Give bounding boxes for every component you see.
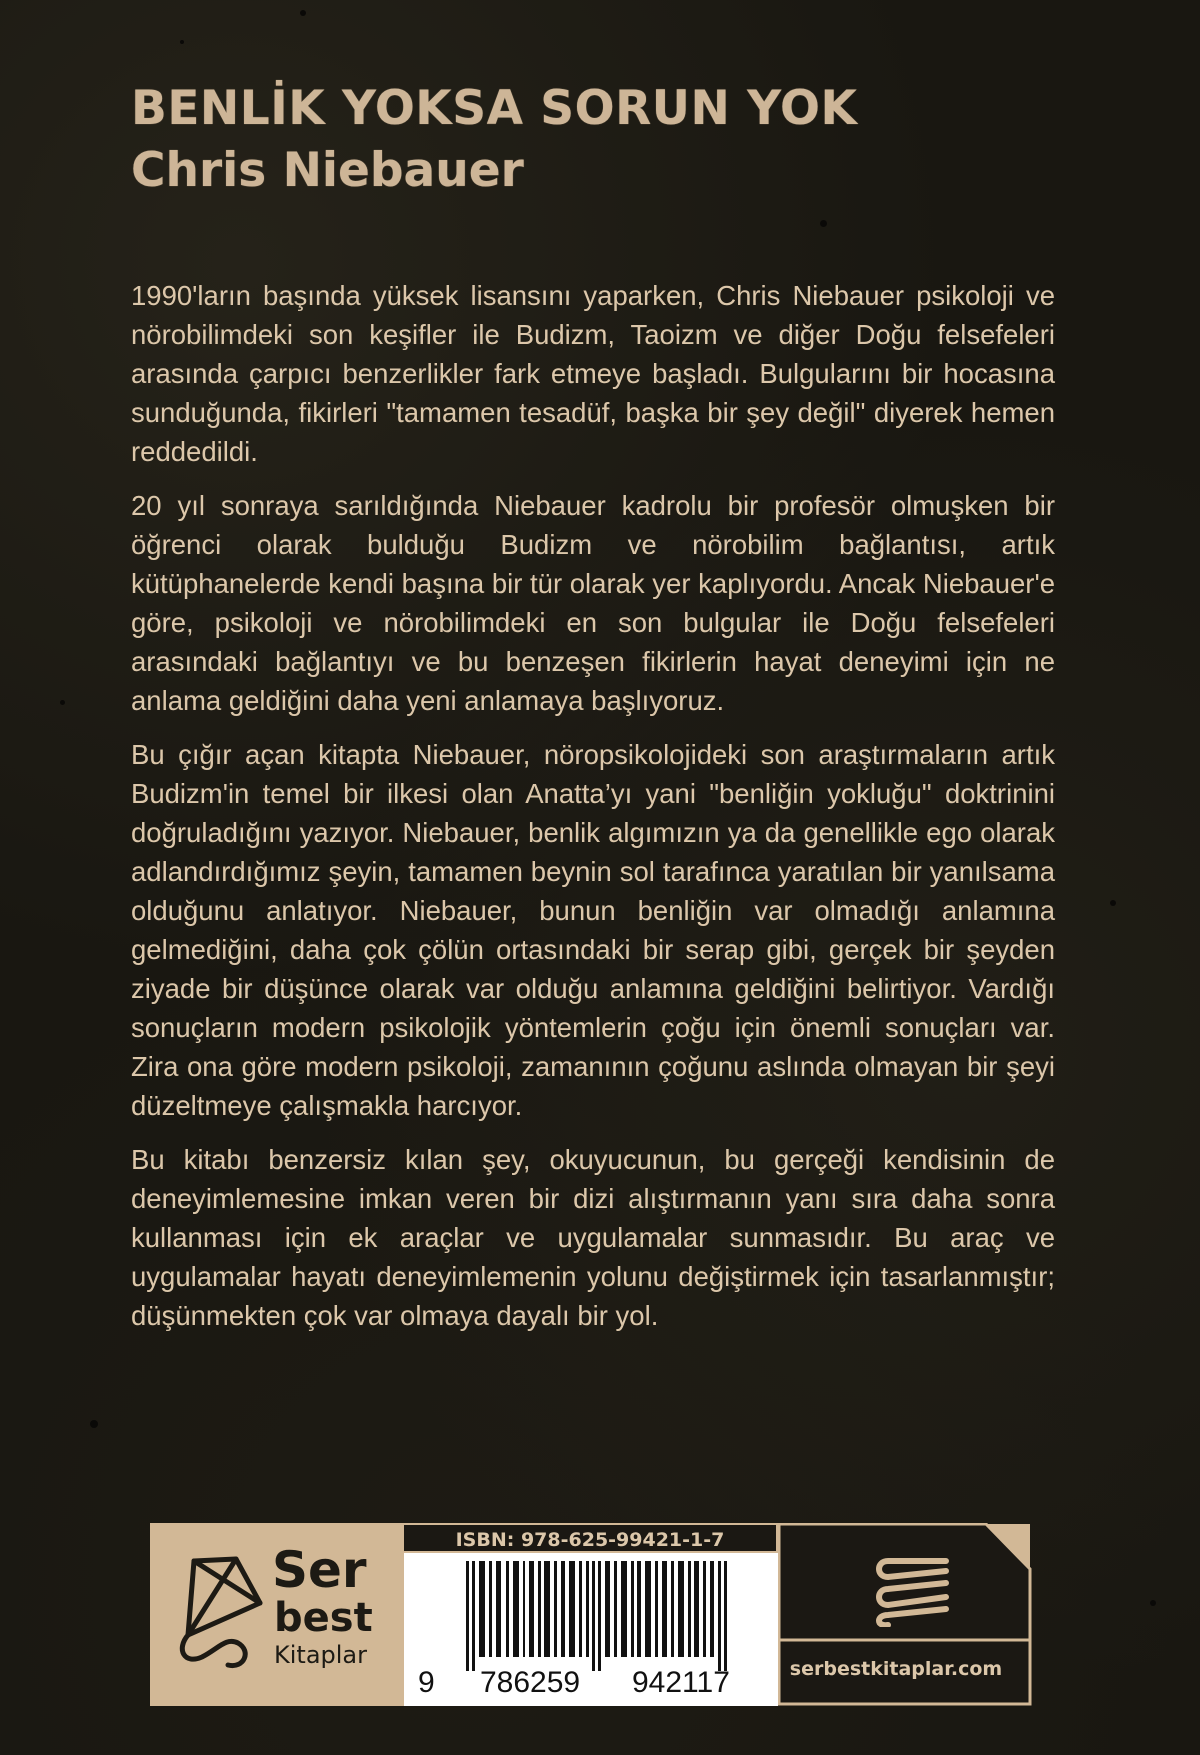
books-stack-icon [866,1553,956,1627]
barcode-digits [404,1665,778,1701]
logo-text-best: best [274,1595,373,1641]
isbn-barcode-panel [404,1523,778,1706]
texture-speck [90,1420,98,1428]
barcode-digits-left: 786259 [480,1666,581,1699]
blurb-paragraph: 20 yıl sonraya sarıldığında Niebauer kadrolu bir profesör olmuşken bir öğrenci olarak bulduğu Budizm ve nörobilim bağlantısı, artık kütüphanelerde kendi başına bir tür olarak yer kaplıyordu. Ancak Niebauer'e göre, psikoloji ve nörobilimdeki en son bulgular ile Doğu felsefeleri arasındaki bağlantıyı ve bu benzeşen fikirlerin hayat deneyimi için ne anlama geldiğini daha yeni anlamaya başlıyoruz. [131,490,1056,716]
book-title: BENLİK YOKSA SORUN YOK [131,81,858,136]
texture-speck [1110,900,1116,906]
barcode-digits-right: 942117 [632,1666,730,1699]
book-author: Chris Niebauer [131,143,524,198]
title-block [131,78,857,202]
texture-speck [60,700,65,705]
barcode-image [426,1561,766,1671]
texture-speck [180,40,184,44]
isbn-label: ISBN: 978-625-99421-1-7 [404,1523,778,1553]
texture-speck [300,10,306,16]
texture-speck [820,220,827,227]
blurb-text [131,276,1055,1350]
publisher-logo [150,1523,404,1706]
texture-speck [1150,1600,1156,1606]
blurb-paragraph: Bu kitabı benzersiz kılan şey, okuyucunun, bu gerçeği kendisinin de deneyimlemesine imkan veren bir dizi alıştırmanın yanı sıra daha sonra kullanması için ek araçlar ve uygulamalar sunmasıdır. Bu araç ve uygulamalar hayatı deneyimlemenin yolunu değiştirmek için tasarlanmıştır; düşünmekten çok var olmaya dayalı bir yol. [131,1144,1055,1331]
barcode-digit-first: 9 [418,1666,435,1699]
website-link[interactable]: serbestkitaplar.com [789,1658,1003,1680]
publisher-strip [150,1523,1032,1706]
logo-text-ser: Ser [272,1541,367,1599]
logo-text-kitaplar: Kitaplar [274,1641,367,1669]
blurb-paragraph: 1990'ların başında yüksek lisansını yaparken, Chris Niebauer psikoloji ve nörobilimdeki son keşifler ile Budizm, Taoizm ve diğer Doğu felsefeleri arasında çarpıcı benzerlikler fark etmeye başladı. Bulgularını bir hocasına sunduğunda, fikirleri "tamamen tesadüf, başka bir şey değil" diyerek hemen reddedildi. [131,280,1055,467]
kite-icon [174,1553,266,1673]
website-panel [778,1523,1032,1706]
blurb-paragraph: Bu çığır açan kitapta Niebauer, nöropsikolojideki son araştırmaların artık Budizm'in temel bir ilkesi olan Anatta’yı yani "benliğin yokluğu" doktrinini doğruladığını yazıyor. Niebauer, benlik algımızın ya da genellikle ego olarak adlandırdığımız şeyin, tamamen beynin sol tarafınca yaratılan bir yanılsama olduğunu anlatıyor. Niebauer, bunun benliğin var olmadığı anlamına gelmediğini, daha çok çölün ortasındaki bir serap gibi, gerçek bir şeyden ziyade bir düşünce olarak var olduğu anlamına geldiğini belirtiyor. Vardığı sonuçların modern psikolojik yöntemlerin çoğu için önemli sonuçları var. Zira ona göre modern psikoloji, zamanının çoğunu aslında olmayan bir şeyi düzeltmeye çalışmakla harcıyor. [131,739,1055,1121]
